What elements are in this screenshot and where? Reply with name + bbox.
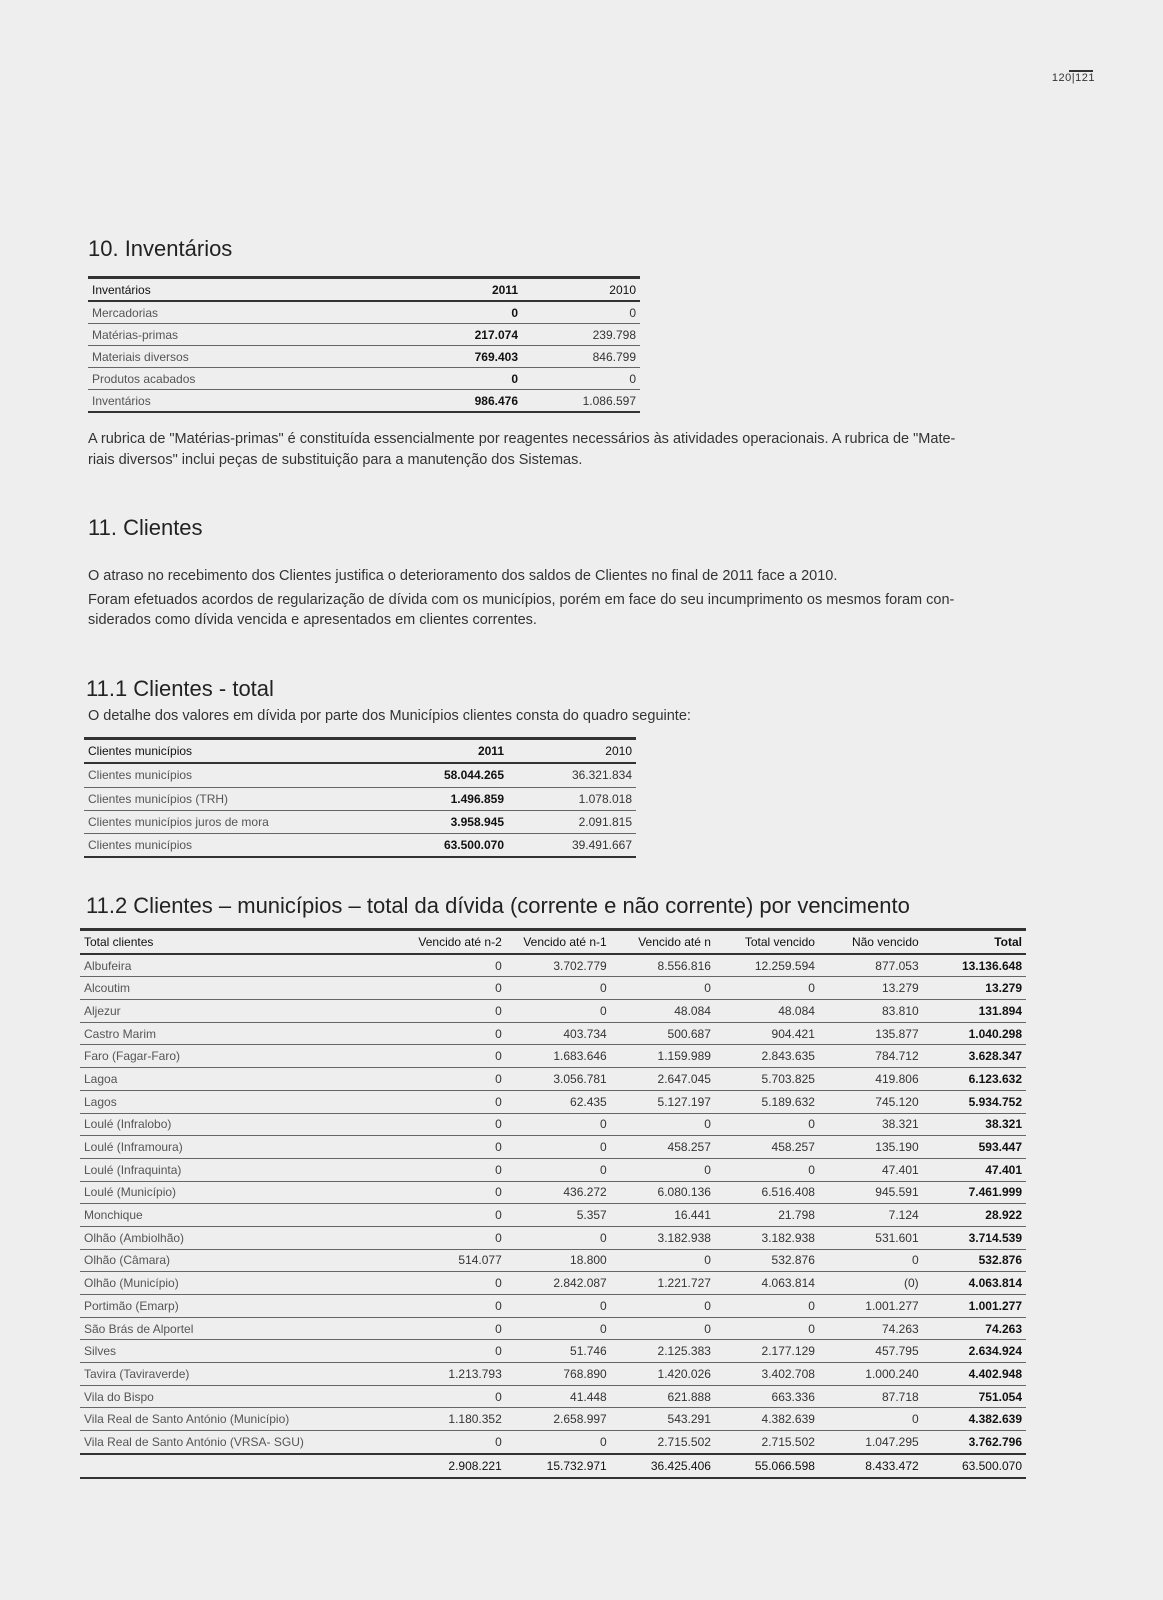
maturity-total-cell: 36.425.406 [611, 1454, 715, 1478]
inventory-label-cell: Produtos acabados [88, 368, 404, 390]
inventory-table [88, 276, 640, 413]
maturity-value-cell: 621.888 [611, 1385, 715, 1408]
maturity-client-cell: Olhão (Câmara) [80, 1249, 401, 1272]
maturity-value-cell: 532.876 [715, 1249, 819, 1272]
maturity-value-cell: 3.402.708 [715, 1363, 819, 1386]
maturity-value-cell: 48.084 [715, 1000, 819, 1023]
maturity-value-cell: 532.876 [923, 1249, 1026, 1272]
inventory-label-cell: Mercadorias [88, 301, 404, 324]
inventory-row [88, 346, 640, 368]
maturity-total-cell: 63.500.070 [923, 1454, 1026, 1478]
clients-total-value-cell: 63.500.070 [380, 834, 508, 858]
maturity-value-cell: 1.000.240 [819, 1363, 923, 1386]
maturity-header-due-n2: Vencido até n-2 [401, 930, 506, 954]
maturity-header-total: Total [923, 930, 1026, 954]
maturity-value-cell: 457.795 [819, 1340, 923, 1363]
maturity-value-cell: 0 [611, 1158, 715, 1181]
maturity-value-cell: 6.080.136 [611, 1181, 715, 1204]
clients-total-label-cell: Clientes municípios [84, 834, 380, 858]
maturity-value-cell: 0 [506, 1431, 611, 1454]
inventory-value-cell: 0 [522, 301, 640, 324]
maturity-value-cell: 13.279 [923, 977, 1026, 1000]
maturity-value-cell: 0 [401, 954, 506, 977]
maturity-header-due-n1: Vencido até n-1 [506, 930, 611, 954]
maturity-value-cell: 2.658.997 [506, 1408, 611, 1431]
maturity-value-cell: 5.189.632 [715, 1090, 819, 1113]
section-10-paragraph-line2: riais diversos" inclui peças de substituição para a manutenção dos Sistemas. [88, 452, 583, 468]
inventory-value-cell: 239.798 [522, 324, 640, 346]
maturity-value-cell: 0 [401, 1317, 506, 1340]
section-10-title: 10. Inventários [88, 236, 233, 261]
maturity-value-cell: 458.257 [611, 1136, 715, 1159]
maturity-client-cell: Faro (Fagar-Faro) [80, 1045, 401, 1068]
maturity-row [80, 1385, 1026, 1408]
maturity-value-cell: 514.077 [401, 1249, 506, 1272]
maturity-value-cell: 51.746 [506, 1340, 611, 1363]
maturity-value-cell: 4.382.639 [923, 1408, 1026, 1431]
maturity-value-cell: 904.421 [715, 1022, 819, 1045]
clients-total-table [84, 737, 636, 858]
clients-maturity-table [80, 928, 1026, 1479]
maturity-value-cell: 4.402.948 [923, 1363, 1026, 1386]
maturity-value-cell: 0 [611, 1249, 715, 1272]
clients-total-row [84, 834, 636, 858]
maturity-client-cell: Loulé (Infralobo) [80, 1113, 401, 1136]
maturity-value-cell: 2.634.924 [923, 1340, 1026, 1363]
maturity-value-cell: 877.053 [819, 954, 923, 977]
inventory-header-2011: 2011 [404, 278, 522, 302]
maturity-row [80, 1295, 1026, 1318]
maturity-value-cell: 0 [819, 1249, 923, 1272]
maturity-value-cell: 0 [715, 1158, 819, 1181]
clients-total-value-cell: 39.491.667 [508, 834, 636, 858]
maturity-value-cell: 745.120 [819, 1090, 923, 1113]
maturity-client-cell: Alcoutim [80, 977, 401, 1000]
clients-total-row [84, 763, 636, 787]
maturity-value-cell: 2.647.045 [611, 1068, 715, 1091]
maturity-value-cell: 1.001.277 [819, 1295, 923, 1318]
maturity-value-cell: 74.263 [819, 1317, 923, 1340]
maturity-value-cell: 0 [401, 1090, 506, 1113]
maturity-value-cell: 47.401 [923, 1158, 1026, 1181]
inventory-value-cell: 0 [404, 368, 522, 390]
maturity-total-row [80, 1454, 1026, 1478]
maturity-value-cell: 0 [401, 1431, 506, 1454]
maturity-value-cell: 3.628.347 [923, 1045, 1026, 1068]
section-11-1-title: 11.1 Clientes - total [86, 676, 274, 701]
maturity-row [80, 1204, 1026, 1227]
maturity-value-cell: 0 [401, 1113, 506, 1136]
maturity-value-cell: 0 [506, 1158, 611, 1181]
section-11-2-title: 11.2 Clientes – municípios – total da dívida (corrente e não corrente) por vencimento [86, 893, 910, 918]
maturity-value-cell: 436.272 [506, 1181, 611, 1204]
maturity-value-cell: 0 [819, 1408, 923, 1431]
clients-total-value-cell: 2.091.815 [508, 810, 636, 833]
maturity-client-cell: Loulé (Município) [80, 1181, 401, 1204]
section-11-paragraph2-line2: siderados como dívida vencida e apresentados em clientes correntes. [88, 612, 537, 628]
maturity-value-cell: 13.279 [819, 977, 923, 1000]
inventory-value-cell: 1.086.597 [522, 390, 640, 413]
maturity-value-cell: 1.221.727 [611, 1272, 715, 1295]
maturity-row [80, 1045, 1026, 1068]
maturity-total-cell: 2.908.221 [401, 1454, 506, 1478]
maturity-row [80, 1068, 1026, 1091]
maturity-row [80, 1000, 1026, 1023]
maturity-value-cell: 4.063.814 [715, 1272, 819, 1295]
maturity-row [80, 954, 1026, 977]
maturity-value-cell: 0 [401, 1045, 506, 1068]
maturity-value-cell: 2.715.502 [715, 1431, 819, 1454]
maturity-value-cell: 0 [611, 1295, 715, 1318]
maturity-value-cell: 38.321 [819, 1113, 923, 1136]
inventory-value-cell: 0 [404, 301, 522, 324]
maturity-value-cell: 6.516.408 [715, 1181, 819, 1204]
maturity-value-cell: 0 [401, 1136, 506, 1159]
maturity-value-cell: 21.798 [715, 1204, 819, 1227]
maturity-value-cell: 751.054 [923, 1385, 1026, 1408]
inventory-header-2010: 2010 [522, 278, 640, 302]
maturity-row [80, 1431, 1026, 1454]
maturity-row [80, 1340, 1026, 1363]
maturity-value-cell: 3.714.539 [923, 1226, 1026, 1249]
inventory-row [88, 390, 640, 413]
inventory-label-cell: Matérias-primas [88, 324, 404, 346]
maturity-client-cell: Tavira (Taviraverde) [80, 1363, 401, 1386]
maturity-value-cell: 0 [506, 1000, 611, 1023]
maturity-value-cell: 62.435 [506, 1090, 611, 1113]
maturity-header-not-due: Não vencido [819, 930, 923, 954]
maturity-value-cell: 5.357 [506, 1204, 611, 1227]
maturity-value-cell: 1.213.793 [401, 1363, 506, 1386]
maturity-value-cell: 3.702.779 [506, 954, 611, 977]
maturity-value-cell: 2.177.129 [715, 1340, 819, 1363]
section-11-paragraph2-line1: Foram efetuados acordos de regularização de dívida com os municípios, porém em face do seu incumprimento os mesmos foram con- [88, 592, 955, 608]
clients-maturity-table-header [80, 930, 1026, 954]
clients-total-value-cell: 1.078.018 [508, 787, 636, 810]
maturity-value-cell: 3.182.938 [611, 1226, 715, 1249]
maturity-total-cell: 55.066.598 [715, 1454, 819, 1478]
maturity-header-due-n: Vencido até n [611, 930, 715, 954]
maturity-value-cell: 531.601 [819, 1226, 923, 1249]
maturity-value-cell: 0 [715, 977, 819, 1000]
maturity-client-cell: Monchique [80, 1204, 401, 1227]
maturity-row [80, 1363, 1026, 1386]
maturity-client-cell: Loulé (Inframoura) [80, 1136, 401, 1159]
inventory-value-cell: 217.074 [404, 324, 522, 346]
maturity-value-cell: 41.448 [506, 1385, 611, 1408]
maturity-value-cell: 135.190 [819, 1136, 923, 1159]
maturity-value-cell: 458.257 [715, 1136, 819, 1159]
clients-total-header-2011: 2011 [380, 739, 508, 764]
maturity-value-cell: 419.806 [819, 1068, 923, 1091]
maturity-header-total-due: Total vencido [715, 930, 819, 954]
maturity-row [80, 1136, 1026, 1159]
maturity-row [80, 1272, 1026, 1295]
maturity-value-cell: 784.712 [819, 1045, 923, 1068]
clients-total-label-cell: Clientes municípios (TRH) [84, 787, 380, 810]
clients-total-value-cell: 3.958.945 [380, 810, 508, 833]
maturity-value-cell: 768.890 [506, 1363, 611, 1386]
maturity-value-cell: 1.683.646 [506, 1045, 611, 1068]
maturity-client-cell: Albufeira [80, 954, 401, 977]
clients-total-value-cell: 58.044.265 [380, 763, 508, 787]
maturity-value-cell: 5.127.197 [611, 1090, 715, 1113]
maturity-client-cell: Vila do Bispo [80, 1385, 401, 1408]
maturity-value-cell: 0 [401, 1340, 506, 1363]
section-11-1-intro: O detalhe dos valores em dívida por parte dos Municípios clientes consta do quadro seguinte: [88, 708, 691, 724]
maturity-value-cell: 0 [506, 1136, 611, 1159]
maturity-value-cell: 1.040.298 [923, 1022, 1026, 1045]
maturity-value-cell: 18.800 [506, 1249, 611, 1272]
maturity-value-cell: 16.441 [611, 1204, 715, 1227]
maturity-value-cell: 0 [611, 1113, 715, 1136]
inventory-value-cell: 986.476 [404, 390, 522, 413]
section-10-paragraph-line1: A rubrica de "Matérias-primas" é constituída essencialmente por reagentes necessários às atividades operacionais. A rubrica de "Mate- [88, 431, 956, 447]
maturity-value-cell: 3.056.781 [506, 1068, 611, 1091]
maturity-value-cell: 135.877 [819, 1022, 923, 1045]
maturity-value-cell: 663.336 [715, 1385, 819, 1408]
maturity-value-cell: 48.084 [611, 1000, 715, 1023]
inventory-header-label: Inventários [88, 278, 404, 302]
maturity-client-cell: São Brás de Alportel [80, 1317, 401, 1340]
maturity-value-cell: 0 [401, 1000, 506, 1023]
maturity-value-cell: 0 [401, 1181, 506, 1204]
maturity-row [80, 1226, 1026, 1249]
maturity-value-cell: 500.687 [611, 1022, 715, 1045]
maturity-value-cell: 0 [401, 1226, 506, 1249]
maturity-value-cell: 0 [401, 1204, 506, 1227]
maturity-value-cell: 0 [611, 977, 715, 1000]
maturity-value-cell: 7.461.999 [923, 1181, 1026, 1204]
maturity-value-cell: 8.556.816 [611, 954, 715, 977]
maturity-value-cell: 1.159.989 [611, 1045, 715, 1068]
maturity-client-cell: Lagos [80, 1090, 401, 1113]
maturity-value-cell: 0 [401, 1385, 506, 1408]
maturity-row [80, 1158, 1026, 1181]
clients-total-label-cell: Clientes municípios juros de mora [84, 810, 380, 833]
maturity-value-cell: 945.591 [819, 1181, 923, 1204]
maturity-value-cell: 1.420.026 [611, 1363, 715, 1386]
inventory-value-cell: 769.403 [404, 346, 522, 368]
maturity-value-cell: 1.047.295 [819, 1431, 923, 1454]
maturity-row [80, 1408, 1026, 1431]
maturity-value-cell: 6.123.632 [923, 1068, 1026, 1091]
maturity-client-cell: Castro Marim [80, 1022, 401, 1045]
maturity-value-cell: 0 [506, 1295, 611, 1318]
maturity-value-cell: 0 [401, 1295, 506, 1318]
maturity-value-cell: 5.703.825 [715, 1068, 819, 1091]
page-number: 120|121 [1051, 72, 1095, 84]
maturity-total-cell: 15.732.971 [506, 1454, 611, 1478]
maturity-row [80, 1022, 1026, 1045]
section-11-title: 11. Clientes [88, 515, 203, 540]
maturity-value-cell: 74.263 [923, 1317, 1026, 1340]
maturity-value-cell: 2.843.635 [715, 1045, 819, 1068]
inventory-value-cell: 0 [522, 368, 640, 390]
maturity-client-cell: Silves [80, 1340, 401, 1363]
maturity-value-cell: 0 [611, 1317, 715, 1340]
maturity-value-cell: 0 [506, 1317, 611, 1340]
maturity-value-cell: 0 [506, 1113, 611, 1136]
maturity-row [80, 1249, 1026, 1272]
maturity-value-cell: 0 [506, 977, 611, 1000]
inventory-table-header [88, 278, 640, 302]
maturity-row [80, 1317, 1026, 1340]
inventory-row [88, 368, 640, 390]
maturity-client-cell: Aljezur [80, 1000, 401, 1023]
clients-total-value-cell: 36.321.834 [508, 763, 636, 787]
maturity-value-cell: 0 [401, 1068, 506, 1091]
maturity-value-cell: 4.382.639 [715, 1408, 819, 1431]
maturity-total-label-cell [80, 1454, 401, 1478]
inventory-label-cell: Inventários [88, 390, 404, 413]
clients-total-row [84, 787, 636, 810]
maturity-value-cell: 4.063.814 [923, 1272, 1026, 1295]
maturity-client-cell: Loulé (Infraquinta) [80, 1158, 401, 1181]
maturity-value-cell: 2.842.087 [506, 1272, 611, 1295]
inventory-value-cell: 846.799 [522, 346, 640, 368]
maturity-value-cell: 2.125.383 [611, 1340, 715, 1363]
maturity-value-cell: 403.734 [506, 1022, 611, 1045]
maturity-value-cell: 13.136.648 [923, 954, 1026, 977]
inventory-row [88, 301, 640, 324]
maturity-row [80, 977, 1026, 1000]
maturity-value-cell: 87.718 [819, 1385, 923, 1408]
inventory-row [88, 324, 640, 346]
maturity-row [80, 1113, 1026, 1136]
maturity-value-cell: 83.810 [819, 1000, 923, 1023]
maturity-value-cell: 0 [715, 1295, 819, 1318]
maturity-value-cell: (0) [819, 1272, 923, 1295]
maturity-value-cell: 7.124 [819, 1204, 923, 1227]
maturity-value-cell: 0 [715, 1317, 819, 1340]
maturity-value-cell: 0 [401, 1158, 506, 1181]
maturity-row [80, 1090, 1026, 1113]
maturity-client-cell: Portimão (Emarp) [80, 1295, 401, 1318]
maturity-value-cell: 2.715.502 [611, 1431, 715, 1454]
maturity-row [80, 1181, 1026, 1204]
maturity-value-cell: 47.401 [819, 1158, 923, 1181]
clients-total-table-header [84, 739, 636, 764]
maturity-value-cell: 0 [401, 1272, 506, 1295]
maturity-value-cell: 3.762.796 [923, 1431, 1026, 1454]
maturity-value-cell: 0 [715, 1113, 819, 1136]
clients-total-label-cell: Clientes municípios [84, 763, 380, 787]
maturity-value-cell: 543.291 [611, 1408, 715, 1431]
maturity-value-cell: 5.934.752 [923, 1090, 1026, 1113]
maturity-value-cell: 0 [506, 1226, 611, 1249]
maturity-value-cell: 0 [401, 1022, 506, 1045]
maturity-value-cell: 3.182.938 [715, 1226, 819, 1249]
maturity-value-cell: 38.321 [923, 1113, 1026, 1136]
maturity-value-cell: 12.259.594 [715, 954, 819, 977]
section-11-paragraph1: O atraso no recebimento dos Clientes justifica o deterioramento dos saldos de Clientes no final de 2011 face a 2010. [88, 568, 838, 584]
clients-total-row [84, 810, 636, 833]
maturity-header-client: Total clientes [80, 930, 401, 954]
maturity-value-cell: 593.447 [923, 1136, 1026, 1159]
maturity-value-cell: 28.922 [923, 1204, 1026, 1227]
clients-total-value-cell: 1.496.859 [380, 787, 508, 810]
maturity-client-cell: Vila Real de Santo António (VRSA- SGU) [80, 1431, 401, 1454]
maturity-client-cell: Olhão (Município) [80, 1272, 401, 1295]
clients-total-header-label: Clientes municípios [84, 739, 380, 764]
inventory-label-cell: Materiais diversos [88, 346, 404, 368]
maturity-value-cell: 1.001.277 [923, 1295, 1026, 1318]
clients-total-header-2010: 2010 [508, 739, 636, 764]
maturity-value-cell: 131.894 [923, 1000, 1026, 1023]
maturity-value-cell: 1.180.352 [401, 1408, 506, 1431]
maturity-client-cell: Lagoa [80, 1068, 401, 1091]
maturity-client-cell: Olhão (Ambiolhão) [80, 1226, 401, 1249]
maturity-value-cell: 0 [401, 977, 506, 1000]
maturity-client-cell: Vila Real de Santo António (Município) [80, 1408, 401, 1431]
maturity-total-cell: 8.433.472 [819, 1454, 923, 1478]
